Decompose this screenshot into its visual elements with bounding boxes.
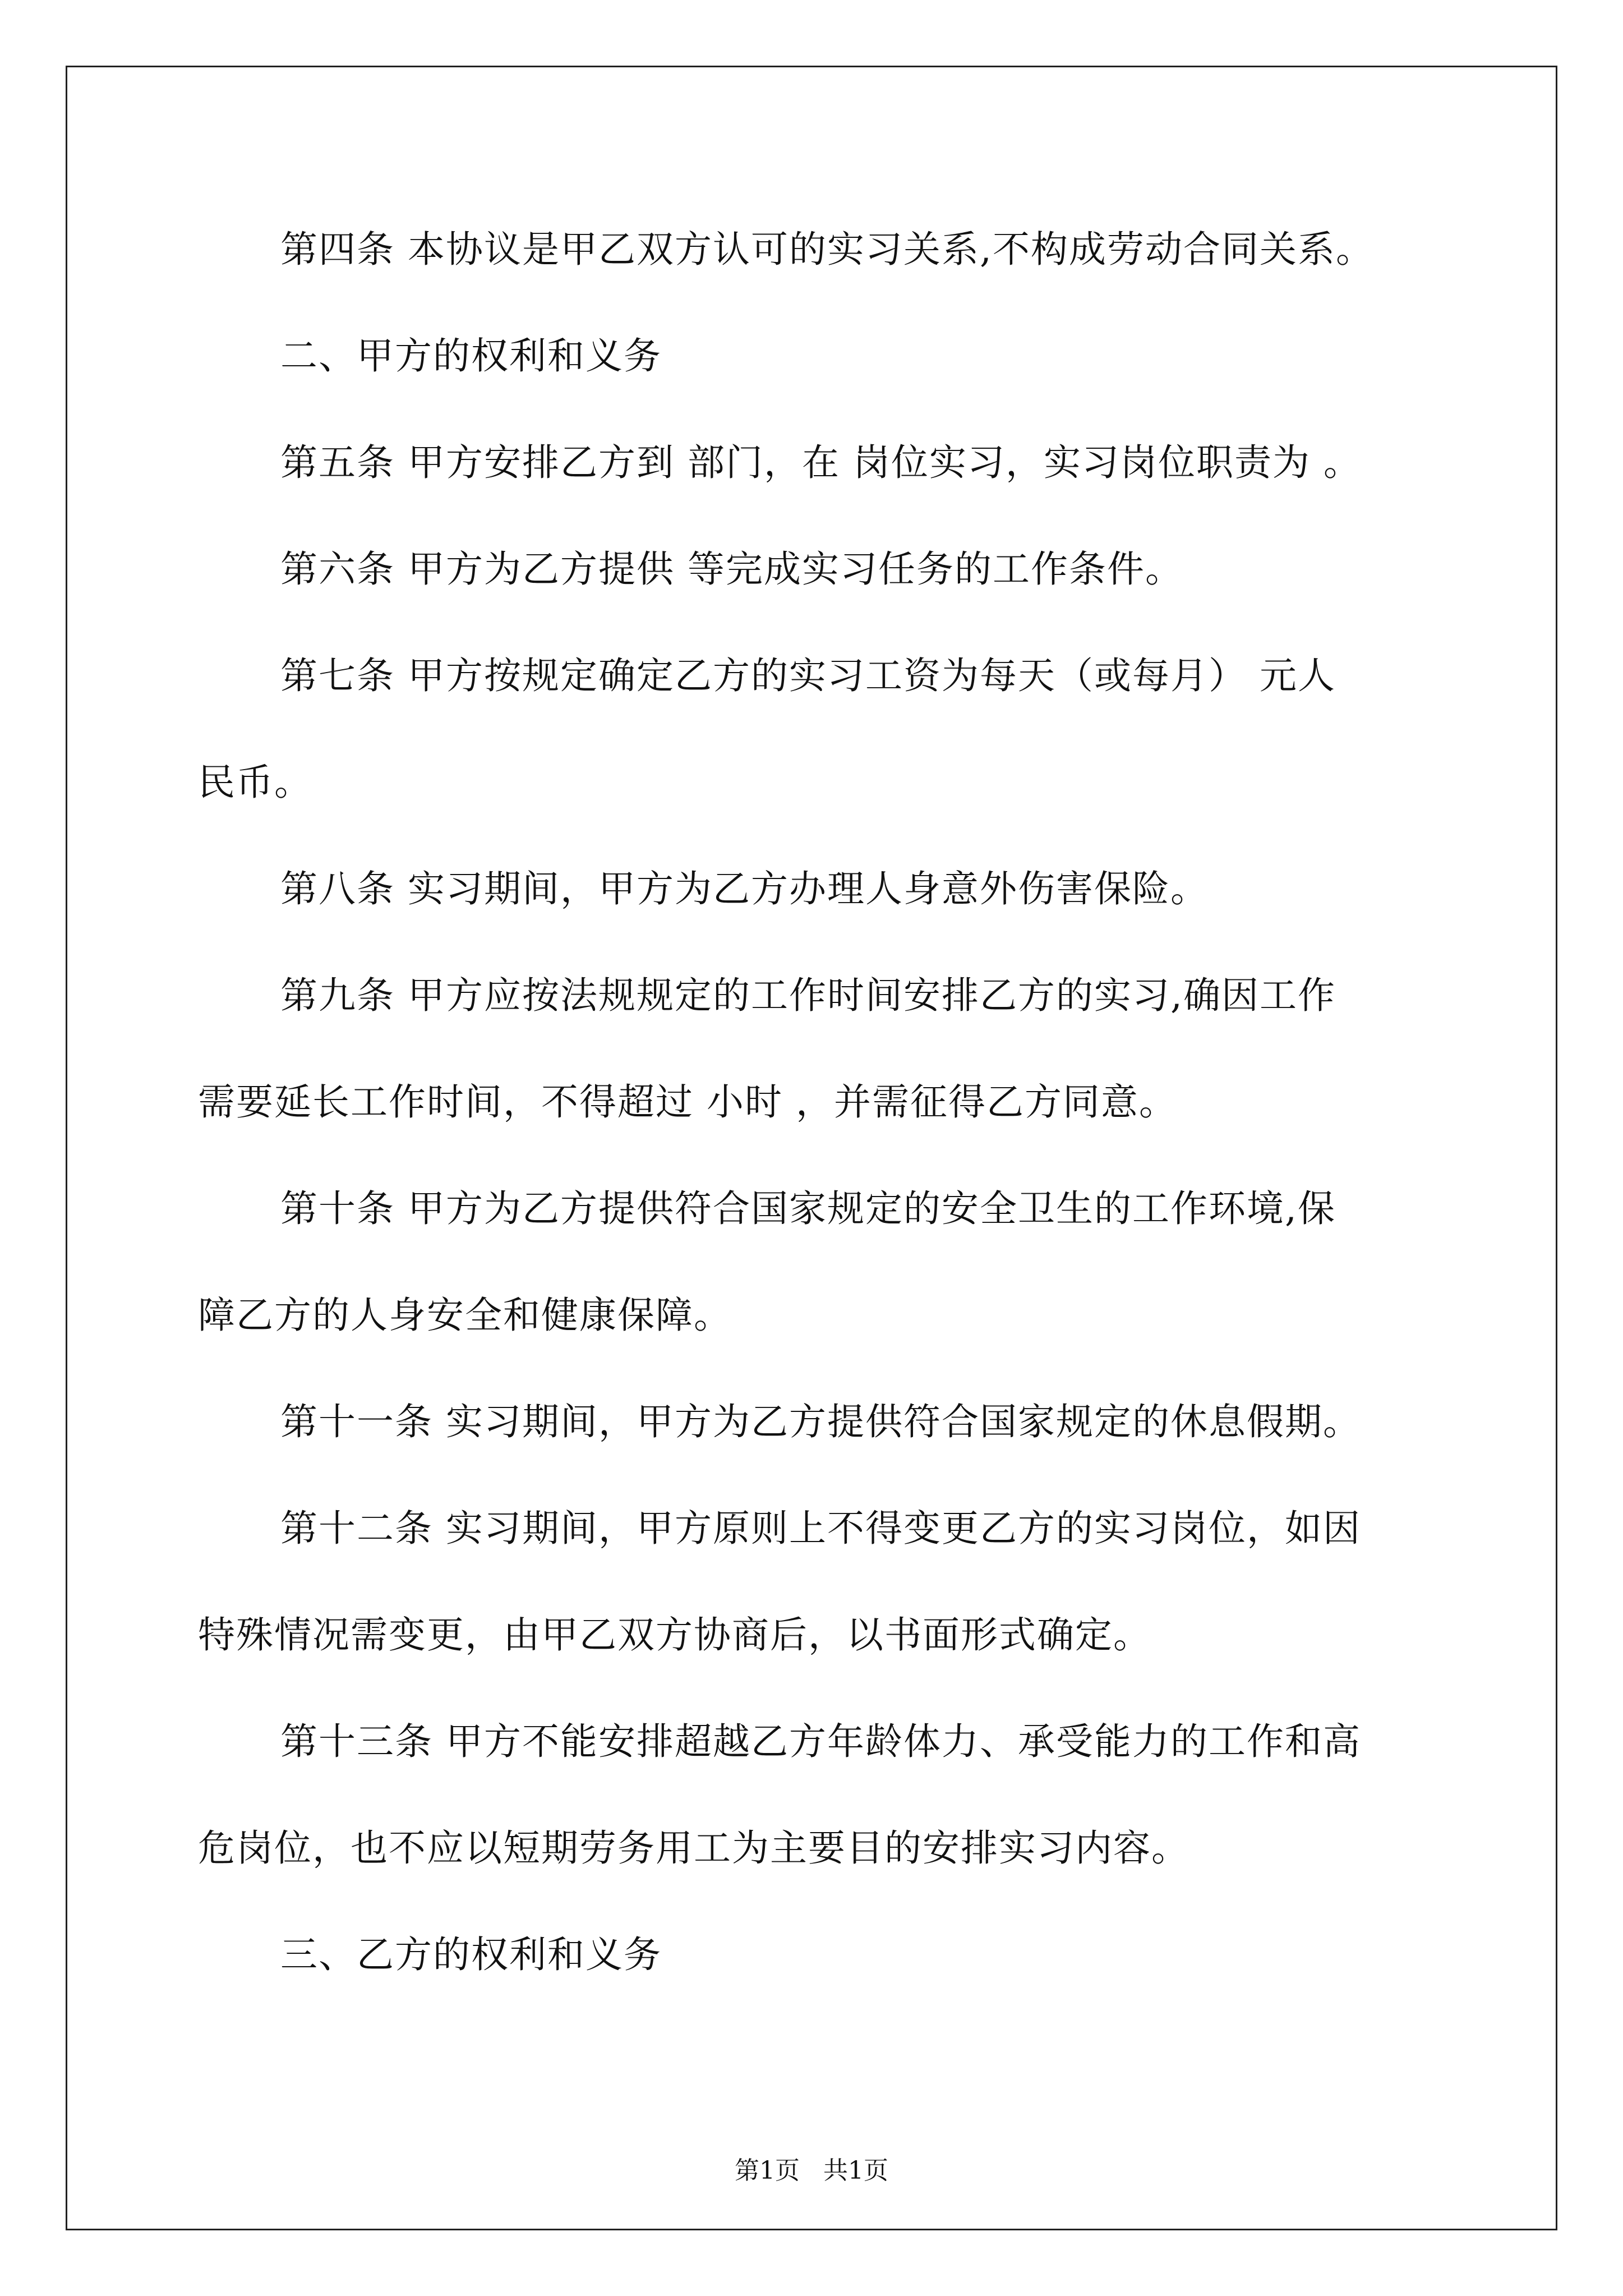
article-9-line-1: 第九条 甲方应按法规规定的工作时间安排乙方的实习,确因工作 [280,974,1336,1017]
article-7-line-1: 第七条 甲方按规定确定乙方的实习工资为每天（或每月） 元人 [280,654,1336,697]
article-11: 第十一条 实习期间，甲方为乙方提供符合国家规定的休息假期。 [280,1400,1361,1443]
article-5: 第五条 甲方安排乙方到 部门，在 岗位实习，实习岗位职责为 。 [280,441,1362,484]
article-4: 第四条 本协议是甲乙双方认可的实习关系,不构成劳动合同关系。 [280,228,1374,271]
section-2-heading: 二、甲方的权利和义务 [280,334,662,378]
article-7-line-2: 民币。 [198,761,312,804]
section-3-heading: 三、乙方的权利和义务 [280,1933,662,1976]
article-6: 第六条 甲方为乙方提供 等完成实习任务的工作条件。 [280,547,1183,591]
page-border [66,66,1557,2230]
article-10-line-2: 障乙方的人身安全和健康保障。 [198,1294,732,1337]
article-8: 第八条 实习期间，甲方为乙方办理人身意外伤害保险。 [280,867,1209,910]
article-12-line-1: 第十二条 实习期间，甲方原则上不得变更乙方的实习岗位，如因 [280,1507,1361,1550]
article-13-line-1: 第十三条 甲方不能安排超越乙方年龄体力、承受能力的工作和高 [280,1720,1361,1763]
article-13-line-2: 危岗位，也不应以短期劳务用工为主要目的安排实习内容。 [198,1826,1189,1870]
article-9-line-2: 需要延长工作时间，不得超过 小时 ，并需征得乙方同意。 [198,1080,1177,1124]
page-number-footer: 第1页 共1页 [735,2156,888,2185]
article-12-line-2: 特殊情况需变更，由甲乙双方协商后，以书面形式确定。 [198,1613,1151,1657]
article-10-line-1: 第十条 甲方为乙方提供符合国家规定的安全卫生的工作环境,保 [280,1187,1336,1230]
